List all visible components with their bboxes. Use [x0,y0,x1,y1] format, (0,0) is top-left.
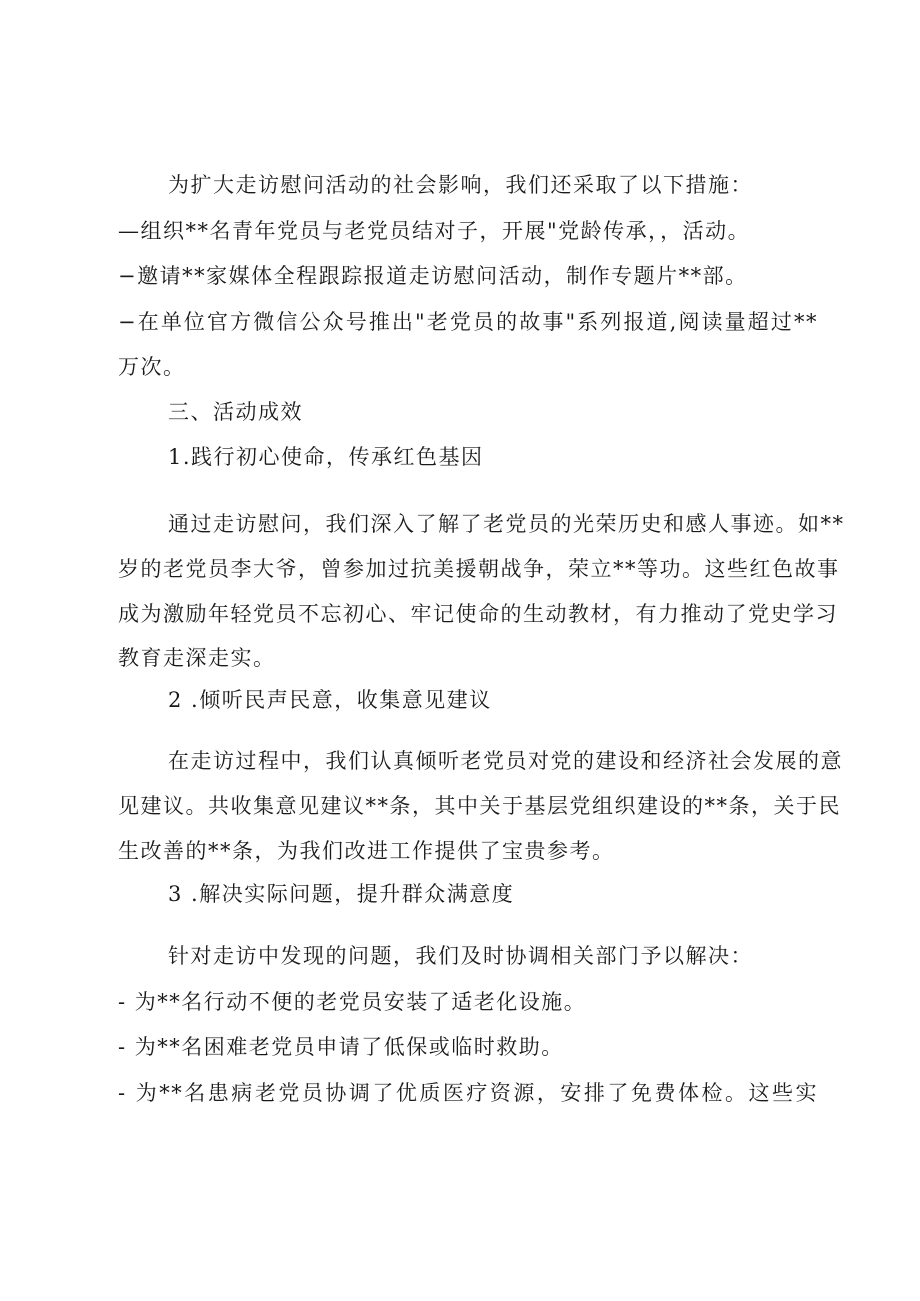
measure-item-3-continued: 万次。 [118,355,186,379]
fix-item-3: - 为**名患病老党员协调了优质医疗资源，安排了免费体检。这些实 [118,1081,818,1105]
intro-paragraph: 为扩大走访慰问活动的社会影响，我们还采取了以下措施： [168,173,753,197]
fix-item-2: - 为**名困难老党员申请了低保或临时救助。 [118,1035,564,1059]
paragraph-2-line-2: 见建议。共收集意见建议**条，其中关于基层党组织建设的**条，关于民 [118,794,841,818]
measure-item-2: −邀请**家媒体全程跟踪报道走访慰问活动，制作专题片**部。 [118,264,748,288]
paragraph-1-line-1: 通过走访慰问，我们深入了解了老党员的光荣历史和感人事迹。如** [168,512,845,536]
paragraph-2-line-3: 生改善的**条，为我们改进工作提供了宝贵参考。 [118,839,615,863]
fix-item-1: - 为**名行动不便的老党员安装了适老化设施。 [118,990,587,1014]
section-heading: 三、活动成效 [168,400,303,424]
subsection-heading-2: 2 .倾听民声民意，收集意见建议 [168,688,492,712]
paragraph-1-line-3: 成为激励年轻党员不忘初心、牢记使命的生动教材，有力推动了党史学习 [118,602,838,626]
measure-item-1: —组织**名青年党员与老党员结对子，开展"党龄传承，，活动。 [118,219,751,243]
paragraph-1-line-4: 教育走深走实。 [118,646,276,670]
measure-item-3: −在单位官方微信公众号推出"老党员的故事"系列报道,阅读量超过** [118,310,818,334]
subsection-heading-1: 1.践行初心使命，传承红色基因 [168,445,484,469]
paragraph-2-line-1: 在走访过程中，我们认真倾听老党员对党的建设和经济社会发展的意 [168,749,843,773]
subsection-heading-3: 3 .解决实际问题，提升群众满意度 [168,882,515,906]
paragraph-1-line-2: 岁的老党员李大爷，曾参加过抗美援朝战争，荣立**等功。这些红色故事 [118,557,840,581]
paragraph-3-line-1: 针对走访中发现的问题，我们及时协调相关部门予以解决： [168,944,753,968]
